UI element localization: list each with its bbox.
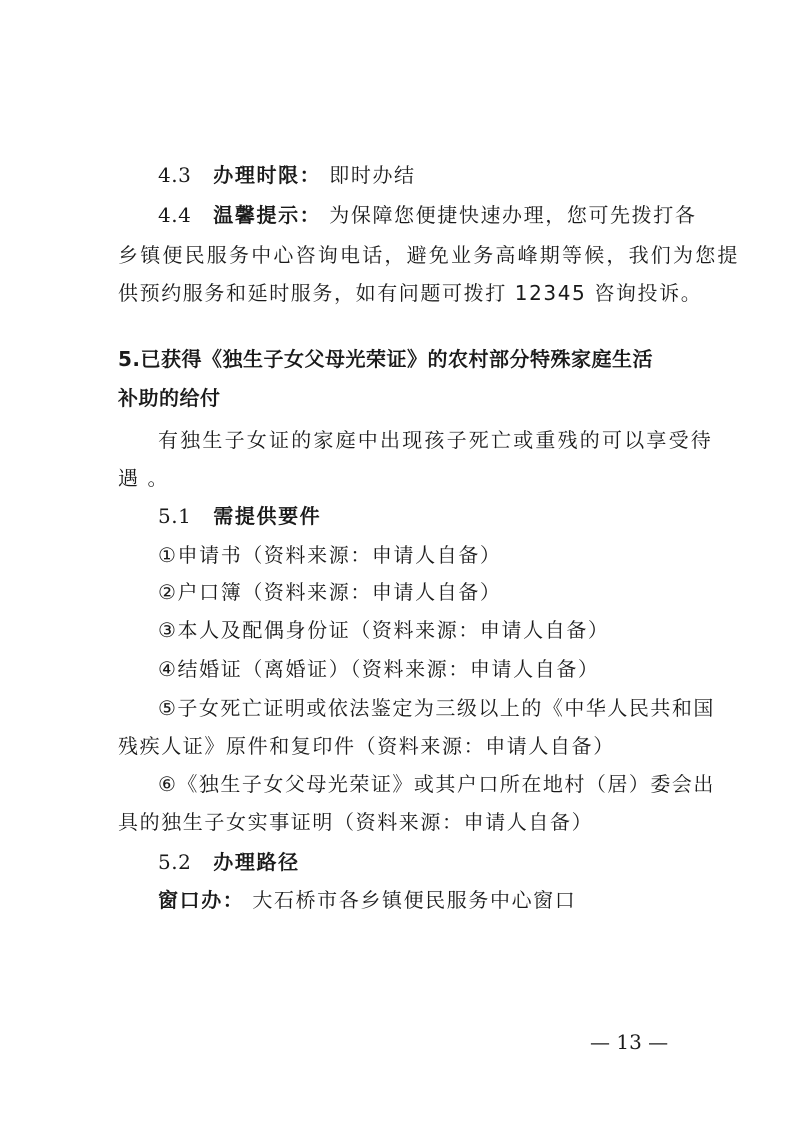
requirement-item: ①申请书（资料来源：申请人自备） [158,543,502,567]
section-number: 4.4 [158,203,192,227]
requirement-item: ⑥《独生子女父母光荣证》或其户口所在地村（居）委会出 [158,772,715,796]
requirement-item: ③本人及配偶身份证（资料来源：申请人自备） [158,618,610,642]
section-label: 办理时限： [213,163,322,187]
section-label: 温馨提示： [213,203,322,227]
section-4-4 [158,201,718,229]
window-office [158,886,718,914]
section-5-1 [158,502,718,530]
requirement-item-cont: 具的独生子女实事证明（资料来源：申请人自备） [118,810,594,834]
section-text: 为保障您便捷快速办理，您可先拨打各 [329,203,697,227]
intro-line: 有独生子女证的家庭中出现孩子死亡或重残的可以享受待 [158,428,713,452]
window-text: 大石桥市各乡镇便民服务中心窗口 [252,888,577,912]
requirement-item: ④结婚证（离婚证）（资料来源：申请人自备） [158,657,600,681]
requirement-item-cont: 残疾人证》原件和复印件（资料来源：申请人自备） [118,734,615,758]
section-4-3 [158,161,718,189]
requirement-item: ⑤子女死亡证明或依法鉴定为三级以上的《中华人民共和国 [158,696,715,720]
paragraph-line: 乡镇便民服务中心咨询电话，避免业务高峰期等候，我们为您提 [118,243,740,267]
section-number: 4.3 [158,163,192,187]
section-number: 5.2 [158,850,192,874]
section-label: 需提供要件 [213,504,322,528]
page-number: — 13 — [590,1030,669,1054]
intro-line: 遇 。 [118,466,170,490]
section-number: 5.1 [158,504,192,528]
section-5-heading: 5.已获得《独生子女父母光荣证》的农村部分特殊家庭生活 [118,347,654,371]
section-5-2 [158,848,718,876]
requirement-item: ②户口簿（资料来源：申请人自备） [158,580,502,604]
paragraph-line: 供预约服务和延时服务，如有问题可拨打 12345 咨询投诉。 [118,281,703,305]
section-label: 办理路径 [213,850,300,874]
section-text: 即时办结 [329,163,416,187]
section-5-heading-cont: 补助的给付 [118,386,221,410]
window-label: 窗口办： [158,888,245,912]
